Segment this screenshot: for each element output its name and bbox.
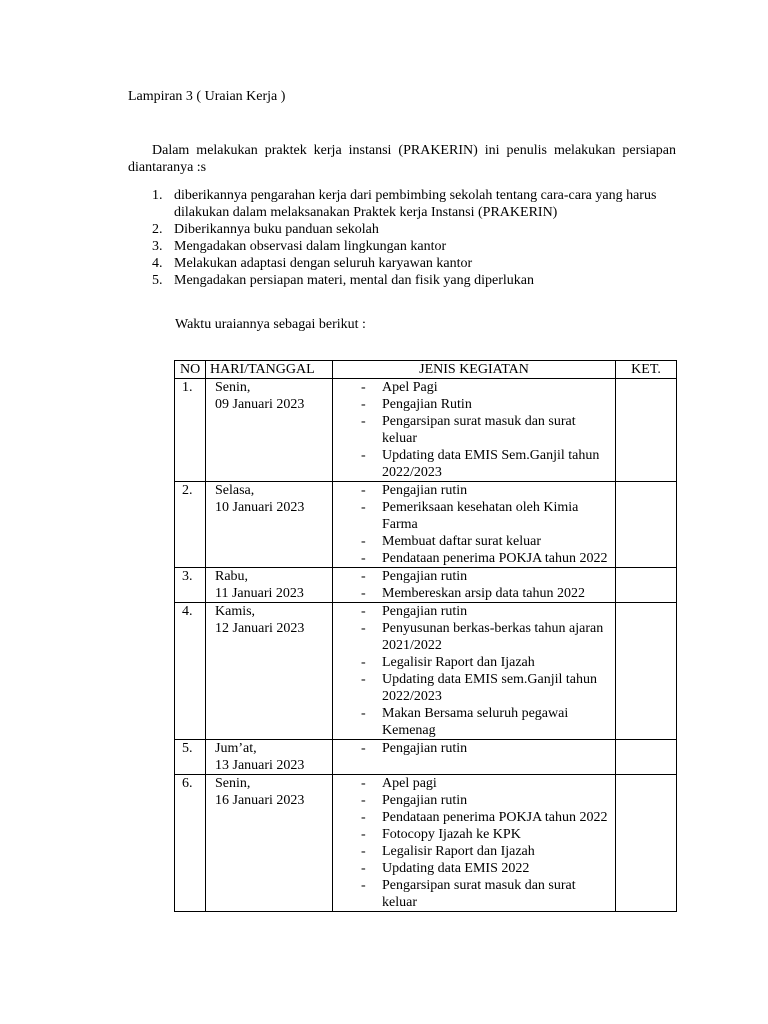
activity-item: [337, 775, 611, 792]
bullet-dash: -: [361, 569, 366, 584]
table-row: [175, 379, 677, 482]
activity-text: Pengajian rutin: [382, 793, 468, 808]
row-activities: [333, 568, 616, 603]
row-day: Senin,: [215, 380, 251, 395]
bullet-dash: -: [361, 672, 366, 687]
row-ket: [616, 740, 677, 775]
row-ket: [616, 379, 677, 482]
table-row: [175, 568, 677, 603]
activity-item: [337, 620, 611, 654]
bullet-dash: -: [361, 397, 366, 412]
activity-item: [337, 413, 611, 447]
list-text: Mengadakan persiapan materi, mental dan fisik yang diperlukan: [174, 273, 534, 288]
row-day-date: [206, 775, 333, 912]
list-text: Diberikannya buku panduan sekolah: [174, 222, 379, 237]
intro-paragraph: Dalam melakukan praktek kerja instansi (PRAKERIN) ini penulis melakukan persiapan diantaranya :s: [128, 143, 676, 175]
bullet-dash: -: [361, 551, 366, 566]
bullet-dash: -: [361, 810, 366, 825]
activity-text: Pengajian rutin: [382, 483, 468, 498]
document-heading: Lampiran 3 ( Uraian Kerja ): [128, 89, 286, 104]
activity-item: [337, 482, 611, 499]
activity-item: [337, 809, 611, 826]
row-activities: [333, 482, 616, 568]
activity-item: [337, 826, 611, 843]
activity-text: Pengarsipan surat masuk dan surat keluar: [382, 878, 576, 910]
row-number: 4.: [175, 603, 206, 740]
activity-list: [337, 482, 611, 567]
column-header-ket: KET.: [616, 361, 677, 379]
activity-text: Penyusunan berkas-berkas tahun ajaran 2021/2022: [382, 621, 604, 653]
activity-text: Updating data EMIS sem.Ganjil tahun 2022/2023: [382, 672, 598, 704]
row-day-date: [206, 379, 333, 482]
activity-text: Pengajian Rutin: [382, 397, 472, 412]
bullet-dash: -: [361, 380, 366, 395]
activity-text: Legalisir Raport dan Ijazah: [382, 655, 535, 670]
row-date: 16 Januari 2023: [215, 793, 305, 808]
row-date: 13 Januari 2023: [215, 758, 305, 773]
column-header-activities: JENIS KEGIATAN: [333, 361, 616, 379]
schedule-lead-in: Waktu uraiannya sebagai berikut :: [175, 317, 366, 332]
list-number: 5.: [152, 273, 163, 288]
activity-text: Makan Bersama seluruh pegawai Kemenag: [382, 706, 569, 738]
row-activities: [333, 603, 616, 740]
list-item: [128, 255, 676, 272]
list-item: [128, 238, 676, 255]
row-number: 2.: [175, 482, 206, 568]
list-number: 3.: [152, 239, 163, 254]
row-activities: [333, 379, 616, 482]
column-header-no: NO: [175, 361, 206, 379]
list-number: 4.: [152, 256, 163, 271]
activity-item: [337, 843, 611, 860]
activity-item: [337, 396, 611, 413]
bullet-dash: -: [361, 878, 366, 893]
table-body: [175, 379, 677, 912]
row-activities: [333, 775, 616, 912]
activity-text: Apel pagi: [382, 776, 437, 791]
bullet-dash: -: [361, 741, 366, 756]
activity-list: [337, 603, 611, 739]
activity-text: Pendataan penerima POKJA tahun 2022: [382, 810, 608, 825]
row-activities: [333, 740, 616, 775]
activity-item: [337, 585, 611, 602]
row-day: Rabu,: [215, 569, 249, 584]
column-header-day: HARI/TANGGAL: [206, 361, 333, 379]
row-ket: [616, 775, 677, 912]
activity-list: [337, 740, 611, 757]
bullet-dash: -: [361, 500, 366, 515]
activity-item: [337, 533, 611, 550]
bullet-dash: -: [361, 586, 366, 601]
activity-text: Apel Pagi: [382, 380, 438, 395]
table-header-row: [175, 361, 677, 379]
activity-text: Legalisir Raport dan Ijazah: [382, 844, 535, 859]
bullet-dash: -: [361, 621, 366, 636]
activity-item: [337, 603, 611, 620]
activity-item: [337, 654, 611, 671]
activity-text: Pengajian rutin: [382, 569, 468, 584]
activity-item: [337, 792, 611, 809]
activity-text: Pendataan penerima POKJA tahun 2022: [382, 551, 608, 566]
list-text: diberikannya pengarahan kerja dari pembimbing sekolah tentang cara-cara yang harus dilakukan dalam melaksanakan Praktek kerja Instansi (PRAKERIN): [174, 188, 657, 220]
list-text: Melakukan adaptasi dengan seluruh karyawan kantor: [174, 256, 473, 271]
table-row: [175, 603, 677, 740]
row-ket: [616, 482, 677, 568]
row-day: Senin,: [215, 776, 251, 791]
activity-item: [337, 671, 611, 705]
bullet-dash: -: [361, 483, 366, 498]
row-number: 6.: [175, 775, 206, 912]
activity-list: [337, 775, 611, 911]
activity-text: Membereskan arsip data tahun 2022: [382, 586, 585, 601]
bullet-dash: -: [361, 655, 366, 670]
activity-text: Pengarsipan surat masuk dan surat keluar: [382, 414, 576, 446]
activity-item: [337, 705, 611, 739]
bullet-dash: -: [361, 776, 366, 791]
activity-text: Updating data EMIS 2022: [382, 861, 530, 876]
activity-item: [337, 550, 611, 567]
table-row: [175, 740, 677, 775]
row-date: 12 Januari 2023: [215, 621, 305, 636]
bullet-dash: -: [361, 414, 366, 429]
list-item: [128, 272, 676, 289]
row-day-date: [206, 568, 333, 603]
row-ket: [616, 568, 677, 603]
bullet-dash: -: [361, 844, 366, 859]
row-date: 09 Januari 2023: [215, 397, 305, 412]
row-day-date: [206, 482, 333, 568]
bullet-dash: -: [361, 604, 366, 619]
preparation-list: [128, 187, 676, 289]
list-item: [128, 187, 676, 221]
list-number: 1.: [152, 188, 163, 203]
activity-text: Updating data EMIS Sem.Ganjil tahun 2022/2023: [382, 448, 600, 480]
activity-text: Pemeriksaan kesehatan oleh Kimia Farma: [382, 500, 579, 532]
activity-text: Membuat daftar surat keluar: [382, 534, 541, 549]
activity-item: [337, 447, 611, 481]
row-date: 11 Januari 2023: [215, 586, 304, 601]
row-day-date: [206, 740, 333, 775]
activity-item: [337, 860, 611, 877]
bullet-dash: -: [361, 861, 366, 876]
activity-item: [337, 379, 611, 396]
activity-list: [337, 568, 611, 602]
table-row: [175, 482, 677, 568]
bullet-dash: -: [361, 793, 366, 808]
row-ket: [616, 603, 677, 740]
list-text: Mengadakan observasi dalam lingkungan kantor: [174, 239, 447, 254]
activity-table: [174, 360, 677, 912]
row-number: 5.: [175, 740, 206, 775]
activity-list: [337, 379, 611, 481]
bullet-dash: -: [361, 534, 366, 549]
table-row: [175, 775, 677, 912]
row-day-date: [206, 603, 333, 740]
activity-text: Pengajian rutin: [382, 604, 468, 619]
activity-item: [337, 499, 611, 533]
bullet-dash: -: [361, 827, 366, 842]
bullet-dash: -: [361, 706, 366, 721]
row-number: 1.: [175, 379, 206, 482]
list-number: 2.: [152, 222, 163, 237]
list-item: [128, 221, 676, 238]
bullet-dash: -: [361, 448, 366, 463]
activity-item: [337, 740, 611, 757]
row-day: Selasa,: [215, 483, 255, 498]
activity-item: [337, 877, 611, 911]
row-day: Kamis,: [215, 604, 256, 619]
row-date: 10 Januari 2023: [215, 500, 305, 515]
row-day: Jum’at,: [215, 741, 257, 756]
activity-text: Pengajian rutin: [382, 741, 468, 756]
activity-text: Fotocopy Ijazah ke KPK: [382, 827, 521, 842]
row-number: 3.: [175, 568, 206, 603]
activity-item: [337, 568, 611, 585]
